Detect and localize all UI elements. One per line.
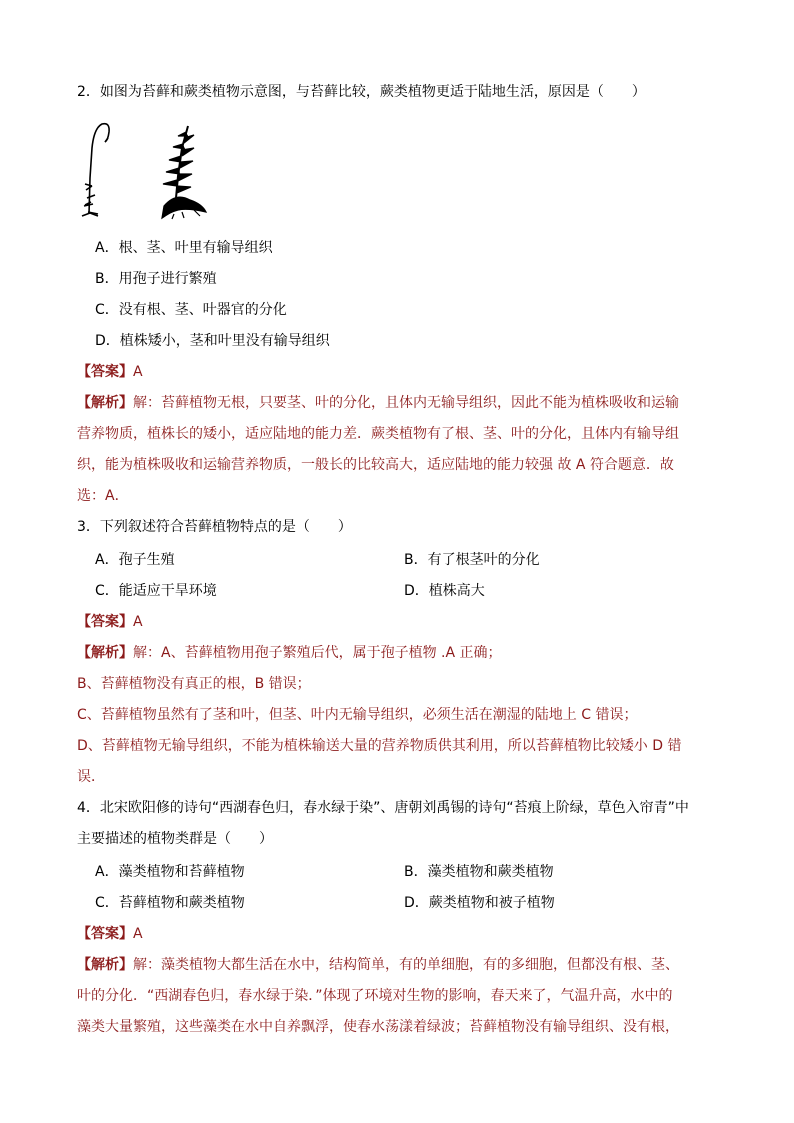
q4-answer — [77, 924, 717, 944]
q4-option-a: A．藻类植物和苔藓植物 — [95, 864, 245, 880]
q4-option-b: B．藻类植物和蕨类植物 — [404, 864, 554, 880]
q3-analysis-line-4: D、苔藓植物无输导组织，不能为植株输送大量的营养物质供其利用，所以苔藓植物比较矮小 D 错 — [77, 738, 682, 754]
q3-analysis-line-1 — [77, 643, 717, 663]
answer-label: 【答案】 — [77, 364, 133, 380]
analysis-text: 解：苔藓植物无根，只要茎、叶的分化，且体内无输导组织，因此不能为植株吸收和运输 — [133, 395, 679, 411]
q2-answer — [77, 362, 717, 382]
q4-stem-line-2: 主要描述的植物类群是（ ） — [77, 831, 273, 847]
q4-option-c: C．苔藓植物和蕨类植物 — [95, 895, 245, 911]
analysis-text: 解：藻类植物大都生活在水中，结构简单，有的单细胞，有的多细胞，但都没有根、茎、 — [133, 957, 679, 973]
moss-plant-figure — [82, 124, 109, 216]
q3-option-a: A．孢子生殖 — [95, 552, 175, 568]
q3-analysis-line-5: 误． — [77, 769, 105, 785]
analysis-label: 【解析】 — [77, 645, 133, 661]
q3-option-c: C．能适应干旱环境 — [95, 583, 217, 599]
answer-value: A — [133, 364, 143, 380]
answer-label: 【答案】 — [77, 926, 133, 942]
q3-option-b: B．有了根茎叶的分化 — [404, 552, 540, 568]
q2-option-b: B．用孢子进行繁殖 — [95, 271, 217, 287]
analysis-label: 【解析】 — [77, 395, 133, 411]
q4-analysis-line-2: 叶的分化．“西湖春色归，春水绿于染．”体现了环境对生物的影响，春天来了，气温升高，水中的 — [77, 988, 673, 1004]
q2-option-a: A．根、茎、叶里有输导组织 — [95, 240, 273, 256]
q3-stem: 3．下列叙述符合苔藓植物特点的是（ ） — [77, 519, 352, 535]
q4-option-d: D．蕨类植物和被子植物 — [404, 895, 555, 911]
analysis-text: 解：A、苔藓植物用孢子繁殖后代，属于孢子植物 .A 正确； — [133, 645, 502, 661]
q2-analysis-line-4: 选：A． — [77, 488, 129, 504]
q2-analysis-line-2: 营养物质，植株长的矮小，适应陆地的能力差．蕨类植物有了根、茎、叶的分化，且体内有输导组 — [77, 426, 679, 442]
q4-stem-line-1: 4．北宋欧阳修的诗句“西湖春色归，春水绿于染”、唐朝刘禹锡的诗句“苔痕上阶绿，草色入帘青”中 — [77, 800, 689, 816]
q2-analysis-line-1 — [77, 393, 717, 413]
q2-analysis-line-3: 织，能为植株吸收和运输营养物质，一般长的比较高大，适应陆地的能力较强 故 A 符合题意．故 — [77, 457, 674, 473]
answer-value: A — [133, 926, 143, 942]
q2-option-d: D．植株矮小，茎和叶里没有输导组织 — [95, 333, 330, 349]
q3-analysis-line-2: B、苔藓植物没有真正的根，B 错误； — [77, 676, 311, 692]
q4-analysis-line-3: 藻类大量繁殖，这些藻类在水中自养飘浮，使春水荡漾着绿波；苔藓植物没有输导组织、没有根， — [77, 1019, 679, 1035]
analysis-label: 【解析】 — [77, 957, 133, 973]
answer-value: A — [133, 614, 143, 630]
q3-option-d: D．植株高大 — [404, 583, 485, 599]
q2-stem: 2．如图为苔藓和蕨类植物示意图，与苔藓比较，蕨类植物更适于陆地生活，原因是（ ） — [77, 84, 646, 100]
q3-answer — [77, 612, 717, 632]
fern-plant-figure — [162, 126, 206, 219]
q3-analysis-line-3: C、苔藓植物虽然有了茎和叶，但茎、叶内无输导组织，必须生活在潮湿的陆地上 C 错误； — [77, 707, 638, 723]
moss-fern-illustration — [78, 118, 218, 220]
q2-option-c: C．没有根、茎、叶器官的分化 — [95, 302, 287, 318]
q4-analysis-line-1 — [77, 955, 717, 975]
answer-label: 【答案】 — [77, 614, 133, 630]
